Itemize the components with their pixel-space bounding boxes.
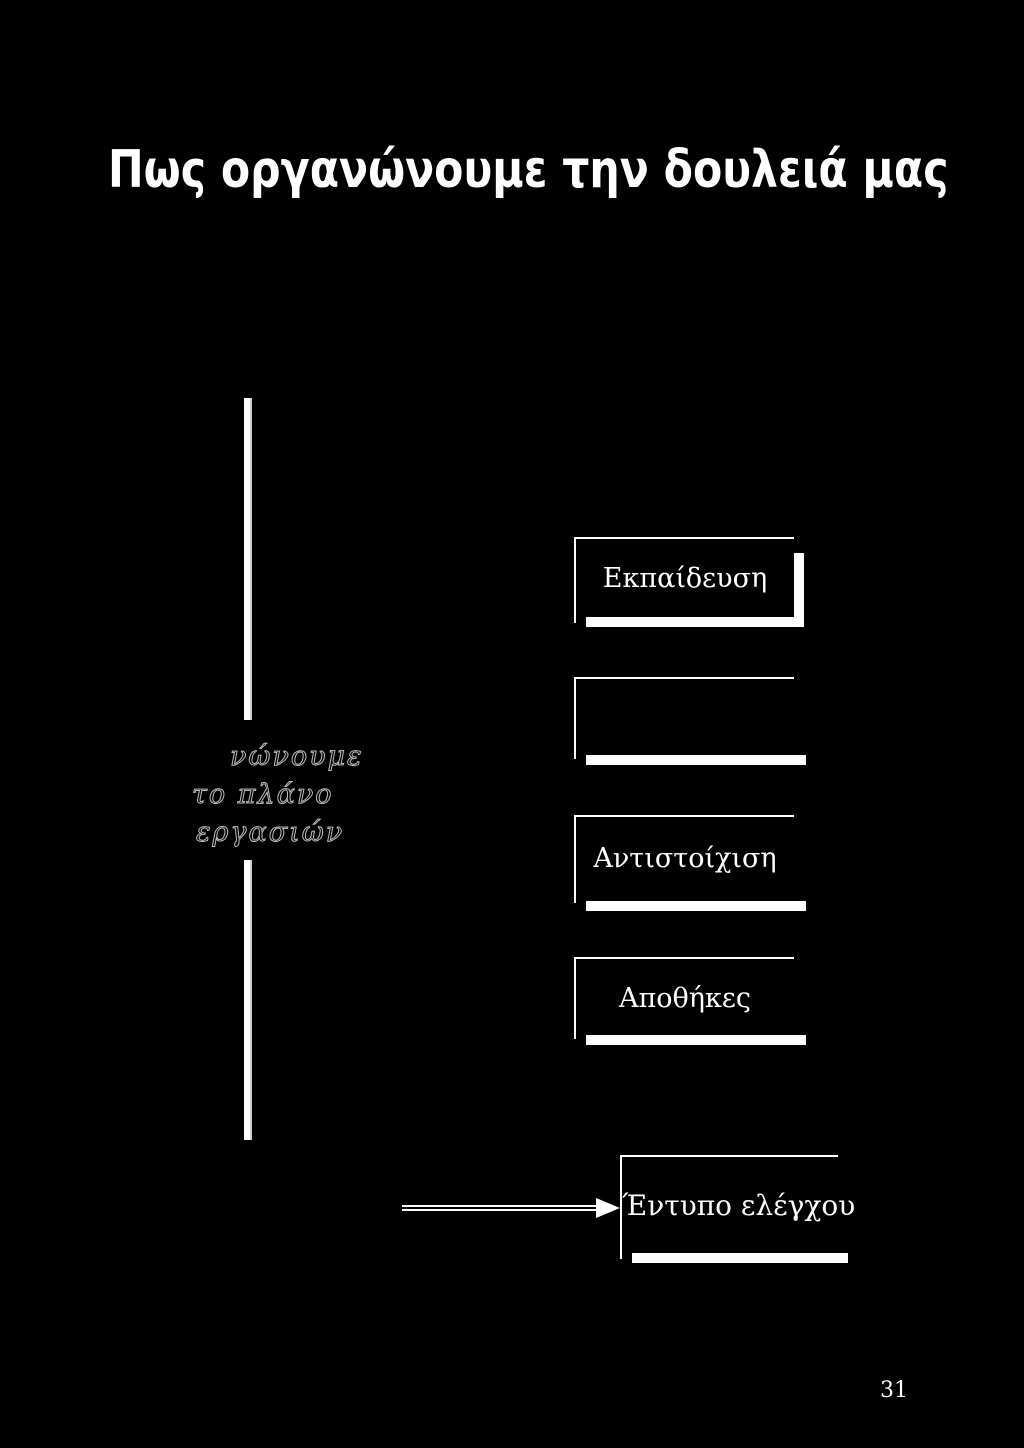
- side-label-line-2: το πλάνο: [192, 779, 334, 810]
- box-training: [574, 537, 794, 623]
- box-empty: [574, 677, 794, 759]
- box-mapping: [574, 815, 794, 903]
- box-warehouses-label: Αποθήκες: [619, 983, 751, 1014]
- box-shadow: [586, 901, 806, 911]
- page-number: 31: [880, 1378, 908, 1403]
- side-label-line-3: εργασιών: [196, 817, 345, 848]
- box-mapping-label: Αντιστοίχιση: [593, 843, 777, 874]
- box-shadow: [586, 617, 804, 627]
- box-warehouses: [574, 957, 794, 1039]
- vertical-connector-line-lower: [244, 860, 252, 1140]
- box-shadow: [586, 1035, 806, 1045]
- box-shadow: [586, 755, 806, 765]
- side-label: [180, 738, 380, 852]
- box-shadow: [794, 553, 804, 627]
- box-training-label: Εκπαίδευση: [602, 563, 768, 594]
- side-label-line-1: νώνουμε: [230, 741, 364, 772]
- page-title: Πως οργανώνουμε την δουλειά μας: [108, 140, 949, 200]
- vertical-connector-line-upper: [244, 398, 252, 720]
- box-shadow: [632, 1253, 848, 1263]
- arrow-right-icon: [402, 1196, 622, 1220]
- box-control-form-label: Έντυπο ελέγχου: [622, 1189, 856, 1222]
- box-control-form: [620, 1155, 856, 1259]
